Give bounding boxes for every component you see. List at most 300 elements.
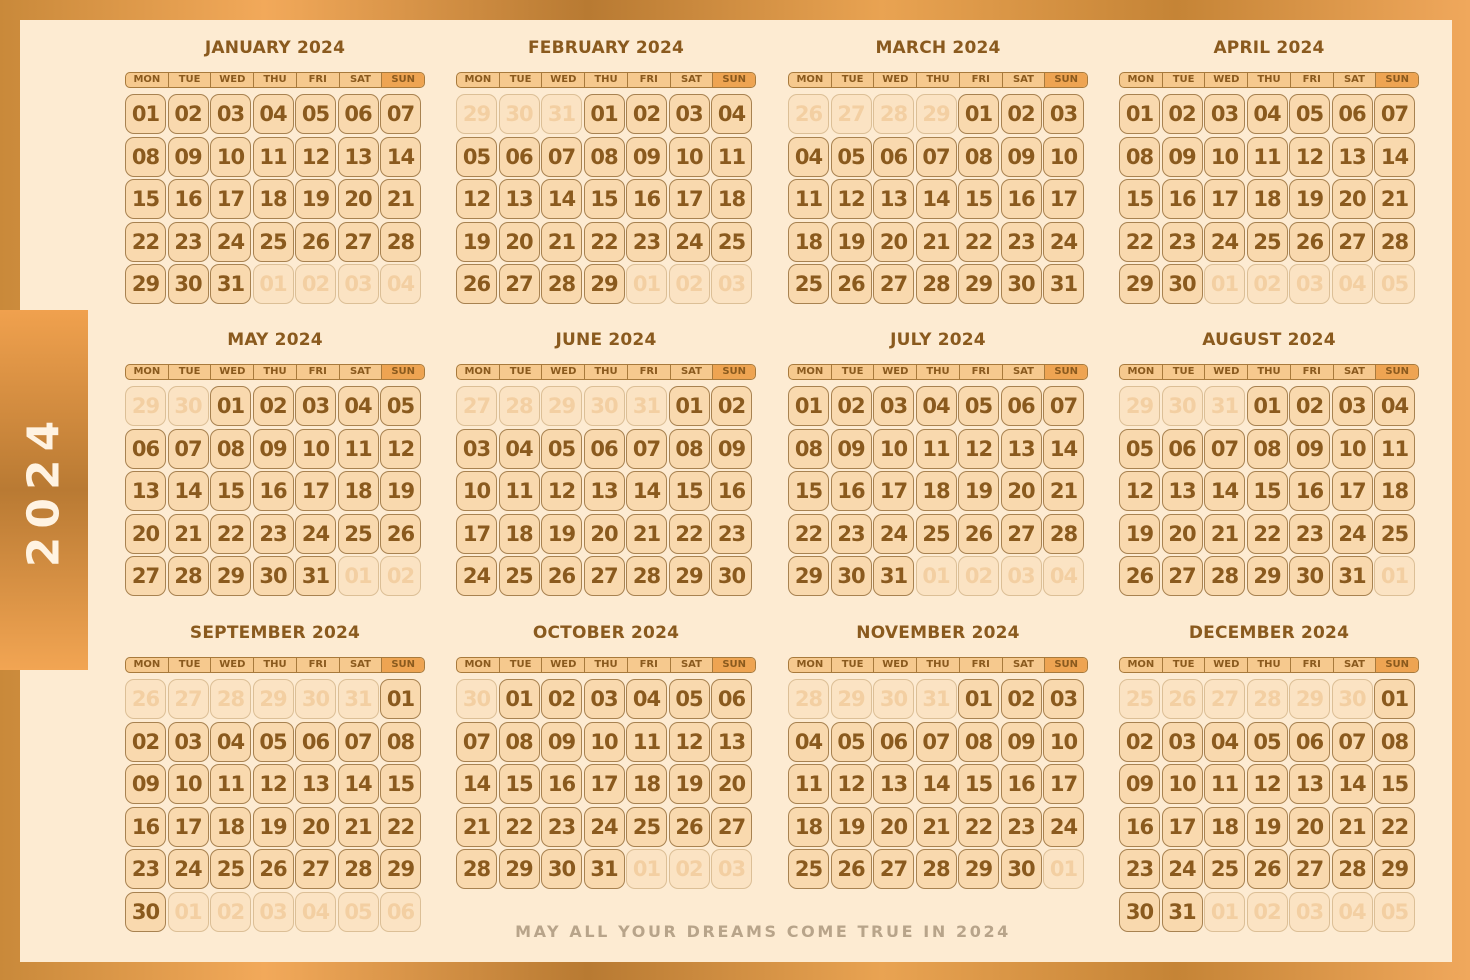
weekday-header — [1119, 364, 1419, 380]
weekday-label: SAT — [671, 658, 714, 672]
weekday-label: FRI — [628, 365, 671, 379]
day-cell: 23 — [1119, 849, 1160, 889]
day-cell: 22 — [210, 514, 251, 554]
day-cell: 29 — [499, 849, 540, 889]
day-grid — [456, 679, 752, 889]
day-cell: 21 — [1374, 179, 1415, 219]
day-cell: 21 — [1332, 807, 1373, 847]
day-cell: 24 — [873, 514, 914, 554]
day-cell: 21 — [456, 807, 497, 847]
day-cell: 14 — [338, 764, 379, 804]
day-cell: 24 — [168, 849, 209, 889]
outside-day-cell: 02 — [1247, 892, 1288, 932]
day-cell: 10 — [669, 137, 710, 177]
day-cell: 01 — [958, 94, 999, 134]
outside-day-cell: 26 — [125, 679, 166, 719]
day-cell: 04 — [788, 137, 829, 177]
day-cell: 25 — [338, 514, 379, 554]
day-cell: 13 — [338, 137, 379, 177]
outside-day-cell: 29 — [1119, 386, 1160, 426]
day-cell: 06 — [338, 94, 379, 134]
day-cell: 09 — [253, 429, 294, 469]
day-cell: 21 — [541, 222, 582, 262]
day-cell: 17 — [295, 471, 336, 511]
day-cell: 06 — [1289, 722, 1330, 762]
day-cell: 11 — [253, 137, 294, 177]
day-cell: 09 — [1162, 137, 1203, 177]
weekday-label: THU — [585, 73, 628, 87]
day-cell: 08 — [788, 429, 829, 469]
outside-day-cell: 27 — [456, 386, 497, 426]
day-cell: 14 — [168, 471, 209, 511]
outside-day-cell: 28 — [210, 679, 251, 719]
day-cell: 28 — [456, 849, 497, 889]
weekday-label: SAT — [1334, 658, 1377, 672]
day-cell: 10 — [1204, 137, 1245, 177]
day-cell: 14 — [1043, 429, 1084, 469]
day-cell: 22 — [1374, 807, 1415, 847]
day-cell: 04 — [711, 94, 752, 134]
day-cell: 31 — [1043, 264, 1084, 304]
day-cell: 25 — [210, 849, 251, 889]
outside-day-cell: 04 — [295, 892, 336, 932]
day-cell: 27 — [1332, 222, 1373, 262]
weekday-label: SUN — [1045, 658, 1087, 672]
day-cell: 25 — [499, 556, 540, 596]
day-cell: 04 — [253, 94, 294, 134]
outside-day-cell: 31 — [626, 386, 667, 426]
outside-day-cell: 01 — [626, 849, 667, 889]
weekday-header — [788, 657, 1088, 673]
day-cell: 17 — [1204, 179, 1245, 219]
day-cell: 25 — [626, 807, 667, 847]
weekday-label: SUN — [1376, 365, 1418, 379]
day-cell: 26 — [456, 264, 497, 304]
day-cell: 08 — [958, 722, 999, 762]
day-cell: 03 — [1332, 386, 1373, 426]
day-cell: 10 — [1332, 429, 1373, 469]
day-cell: 30 — [1001, 264, 1042, 304]
day-cell: 27 — [873, 849, 914, 889]
day-cell: 17 — [1332, 471, 1373, 511]
day-cell: 12 — [1247, 764, 1288, 804]
outside-day-cell: 01 — [1204, 892, 1245, 932]
day-cell: 12 — [456, 179, 497, 219]
day-cell: 15 — [958, 179, 999, 219]
weekday-label: TUE — [1163, 658, 1206, 672]
day-cell: 20 — [338, 179, 379, 219]
outside-day-cell: 03 — [1001, 556, 1042, 596]
day-cell: 29 — [210, 556, 251, 596]
day-cell: 14 — [456, 764, 497, 804]
outside-day-cell: 31 — [1204, 386, 1245, 426]
day-cell: 09 — [1289, 429, 1330, 469]
day-cell: 15 — [584, 179, 625, 219]
outside-day-cell: 28 — [1247, 679, 1288, 719]
weekday-label: FRI — [1291, 658, 1334, 672]
weekday-label: TUE — [1163, 73, 1206, 87]
weekday-header — [1119, 72, 1419, 88]
outside-day-cell: 01 — [626, 264, 667, 304]
day-cell: 15 — [210, 471, 251, 511]
weekday-label: SAT — [1334, 365, 1377, 379]
day-cell: 14 — [380, 137, 421, 177]
outside-day-cell: 27 — [831, 94, 872, 134]
outside-day-cell: 01 — [1043, 849, 1084, 889]
weekday-label: MON — [457, 365, 500, 379]
day-cell: 03 — [1162, 722, 1203, 762]
outside-day-cell: 27 — [1204, 679, 1245, 719]
day-cell: 08 — [1119, 137, 1160, 177]
outside-day-cell: 03 — [1289, 264, 1330, 304]
day-cell: 01 — [669, 386, 710, 426]
outside-day-cell: 04 — [1332, 892, 1373, 932]
day-cell: 27 — [338, 222, 379, 262]
day-cell: 12 — [1289, 137, 1330, 177]
outside-day-cell: 31 — [541, 94, 582, 134]
weekday-label: SAT — [340, 658, 383, 672]
weekday-label: MON — [789, 658, 832, 672]
day-cell: 15 — [1374, 764, 1415, 804]
day-cell: 09 — [1001, 137, 1042, 177]
weekday-label: SAT — [1003, 365, 1046, 379]
day-cell: 26 — [1289, 222, 1330, 262]
day-cell: 11 — [338, 429, 379, 469]
day-cell: 12 — [669, 722, 710, 762]
day-cell: 24 — [1204, 222, 1245, 262]
day-cell: 18 — [1374, 471, 1415, 511]
day-cell: 23 — [1289, 514, 1330, 554]
day-cell: 27 — [711, 807, 752, 847]
day-cell: 01 — [958, 679, 999, 719]
day-cell: 13 — [873, 179, 914, 219]
weekday-label: FRI — [297, 73, 340, 87]
day-cell: 02 — [831, 386, 872, 426]
day-cell: 05 — [831, 137, 872, 177]
weekday-label: MON — [126, 658, 169, 672]
day-cell: 02 — [626, 94, 667, 134]
day-cell: 04 — [1204, 722, 1245, 762]
day-cell: 24 — [1043, 222, 1084, 262]
weekday-label: TUE — [832, 658, 875, 672]
weekday-label: SUN — [382, 365, 424, 379]
day-cell: 01 — [1374, 679, 1415, 719]
day-cell: 30 — [125, 892, 166, 932]
outside-day-cell: 25 — [1119, 679, 1160, 719]
day-cell: 26 — [253, 849, 294, 889]
day-cell: 17 — [1162, 807, 1203, 847]
day-cell: 17 — [669, 179, 710, 219]
day-cell: 07 — [1204, 429, 1245, 469]
day-cell: 19 — [669, 764, 710, 804]
day-cell: 12 — [253, 764, 294, 804]
day-cell: 08 — [669, 429, 710, 469]
weekday-label: WED — [542, 365, 585, 379]
day-cell: 24 — [295, 514, 336, 554]
weekday-label: THU — [1248, 658, 1291, 672]
month-title: MAY 2024 — [227, 330, 323, 350]
day-cell: 11 — [1247, 137, 1288, 177]
day-cell: 16 — [711, 471, 752, 511]
day-grid — [125, 679, 421, 932]
day-cell: 01 — [1247, 386, 1288, 426]
weekday-label: THU — [917, 658, 960, 672]
day-cell: 31 — [210, 264, 251, 304]
day-cell: 27 — [584, 556, 625, 596]
day-cell: 08 — [499, 722, 540, 762]
day-cell: 18 — [788, 807, 829, 847]
outside-day-cell: 29 — [831, 679, 872, 719]
day-cell: 08 — [380, 722, 421, 762]
day-cell: 07 — [1332, 722, 1373, 762]
day-cell: 24 — [1162, 849, 1203, 889]
outside-day-cell: 05 — [338, 892, 379, 932]
day-cell: 03 — [1043, 679, 1084, 719]
day-cell: 23 — [1001, 807, 1042, 847]
day-cell: 12 — [831, 764, 872, 804]
day-cell: 22 — [380, 807, 421, 847]
day-grid — [456, 94, 752, 304]
day-cell: 26 — [380, 514, 421, 554]
day-cell: 26 — [1247, 849, 1288, 889]
day-cell: 20 — [873, 222, 914, 262]
day-cell: 05 — [1289, 94, 1330, 134]
day-cell: 26 — [831, 264, 872, 304]
day-cell: 30 — [831, 556, 872, 596]
weekday-label: TUE — [500, 365, 543, 379]
day-cell: 15 — [1247, 471, 1288, 511]
weekday-label: WED — [874, 73, 917, 87]
day-cell: 04 — [788, 722, 829, 762]
day-cell: 06 — [873, 137, 914, 177]
day-cell: 16 — [168, 179, 209, 219]
month-title: AUGUST 2024 — [1202, 330, 1336, 350]
weekday-header — [456, 364, 756, 380]
day-cell: 24 — [1043, 807, 1084, 847]
day-cell: 23 — [1001, 222, 1042, 262]
day-cell: 04 — [1374, 386, 1415, 426]
day-cell: 28 — [338, 849, 379, 889]
day-cell: 25 — [1374, 514, 1415, 554]
day-cell: 09 — [168, 137, 209, 177]
day-cell: 19 — [456, 222, 497, 262]
weekday-label: THU — [254, 73, 297, 87]
day-cell: 08 — [1247, 429, 1288, 469]
weekday-label: SUN — [382, 658, 424, 672]
day-cell: 15 — [669, 471, 710, 511]
day-cell: 01 — [788, 386, 829, 426]
weekday-label: TUE — [832, 73, 875, 87]
day-cell: 08 — [958, 137, 999, 177]
day-cell: 29 — [380, 849, 421, 889]
day-cell: 06 — [711, 679, 752, 719]
day-cell: 21 — [1043, 471, 1084, 511]
weekday-label: SUN — [382, 73, 424, 87]
outside-day-cell: 28 — [499, 386, 540, 426]
weekday-label: SAT — [1003, 73, 1046, 87]
day-cell: 12 — [295, 137, 336, 177]
day-cell: 17 — [168, 807, 209, 847]
day-cell: 03 — [295, 386, 336, 426]
day-cell: 21 — [338, 807, 379, 847]
weekday-label: MON — [126, 73, 169, 87]
day-cell: 11 — [788, 179, 829, 219]
day-cell: 31 — [1332, 556, 1373, 596]
day-cell: 24 — [210, 222, 251, 262]
day-cell: 20 — [125, 514, 166, 554]
weekday-label: SUN — [1376, 658, 1418, 672]
day-cell: 26 — [831, 849, 872, 889]
month-title: NOVEMBER 2024 — [856, 623, 1020, 643]
day-cell: 01 — [499, 679, 540, 719]
outside-day-cell: 02 — [669, 264, 710, 304]
day-cell: 10 — [1043, 722, 1084, 762]
day-cell: 23 — [125, 849, 166, 889]
day-cell: 04 — [626, 679, 667, 719]
day-cell: 09 — [626, 137, 667, 177]
weekday-label: FRI — [297, 658, 340, 672]
weekday-label: SUN — [713, 658, 755, 672]
day-cell: 22 — [1247, 514, 1288, 554]
day-cell: 29 — [125, 264, 166, 304]
day-cell: 22 — [958, 222, 999, 262]
day-cell: 08 — [210, 429, 251, 469]
month-title: DECEMBER 2024 — [1188, 623, 1350, 643]
weekday-label: SAT — [340, 365, 383, 379]
day-cell: 19 — [295, 179, 336, 219]
outside-day-cell: 04 — [380, 264, 421, 304]
outside-day-cell: 30 — [873, 679, 914, 719]
outside-day-cell: 30 — [1162, 386, 1203, 426]
day-cell: 04 — [916, 386, 957, 426]
day-cell: 18 — [916, 471, 957, 511]
day-cell: 16 — [831, 471, 872, 511]
day-cell: 07 — [456, 722, 497, 762]
day-cell: 19 — [380, 471, 421, 511]
day-cell: 15 — [788, 471, 829, 511]
day-cell: 28 — [916, 264, 957, 304]
weekday-label: TUE — [1163, 365, 1206, 379]
day-cell: 05 — [295, 94, 336, 134]
day-cell: 21 — [380, 179, 421, 219]
weekday-label: MON — [789, 73, 832, 87]
day-cell: 11 — [788, 764, 829, 804]
outside-day-cell: 02 — [1247, 264, 1288, 304]
day-cell: 06 — [1332, 94, 1373, 134]
weekday-label: THU — [1248, 73, 1291, 87]
outside-day-cell: 03 — [711, 264, 752, 304]
day-cell: 18 — [1204, 807, 1245, 847]
outside-day-cell: 30 — [168, 386, 209, 426]
day-cell: 20 — [499, 222, 540, 262]
month-title: SEPTEMBER 2024 — [189, 623, 361, 643]
day-cell: 17 — [873, 471, 914, 511]
weekday-header — [456, 657, 756, 673]
weekday-label: TUE — [500, 658, 543, 672]
weekday-label: WED — [1205, 73, 1248, 87]
weekday-label: THU — [917, 365, 960, 379]
weekday-label: TUE — [169, 365, 212, 379]
day-cell: 10 — [1043, 137, 1084, 177]
month-title: JANUARY 2024 — [204, 38, 346, 58]
day-cell: 16 — [1289, 471, 1330, 511]
day-cell: 28 — [1332, 849, 1373, 889]
day-cell: 10 — [168, 764, 209, 804]
day-cell: 26 — [1119, 556, 1160, 596]
day-cell: 07 — [541, 137, 582, 177]
weekday-label: FRI — [960, 365, 1003, 379]
outside-day-cell: 30 — [1332, 679, 1373, 719]
day-cell: 29 — [584, 264, 625, 304]
day-cell: 09 — [1119, 764, 1160, 804]
day-cell: 19 — [958, 471, 999, 511]
day-cell: 25 — [788, 849, 829, 889]
day-cell: 20 — [1289, 807, 1330, 847]
day-cell: 05 — [669, 679, 710, 719]
day-cell: 13 — [295, 764, 336, 804]
day-cell: 22 — [1119, 222, 1160, 262]
day-cell: 03 — [1204, 94, 1245, 134]
day-cell: 21 — [916, 222, 957, 262]
outside-day-cell: 29 — [1289, 679, 1330, 719]
day-cell: 13 — [1332, 137, 1373, 177]
outside-day-cell: 29 — [125, 386, 166, 426]
outside-day-cell: 02 — [380, 556, 421, 596]
outside-day-cell: 30 — [499, 94, 540, 134]
day-cell: 16 — [1001, 179, 1042, 219]
day-cell: 01 — [380, 679, 421, 719]
day-cell: 18 — [499, 514, 540, 554]
day-cell: 27 — [873, 264, 914, 304]
day-cell: 04 — [1247, 94, 1288, 134]
day-cell: 26 — [669, 807, 710, 847]
day-cell: 28 — [380, 222, 421, 262]
outside-day-cell: 28 — [788, 679, 829, 719]
weekday-label: FRI — [628, 73, 671, 87]
weekday-label: FRI — [628, 658, 671, 672]
weekday-label: THU — [1248, 365, 1291, 379]
day-cell: 12 — [1119, 471, 1160, 511]
footer-slogan: MAY ALL YOUR DREAMS COME TRUE IN 2024 — [515, 922, 1011, 941]
day-cell: 22 — [499, 807, 540, 847]
day-cell: 10 — [1162, 764, 1203, 804]
day-cell: 15 — [1119, 179, 1160, 219]
day-cell: 02 — [253, 386, 294, 426]
outside-day-cell: 28 — [873, 94, 914, 134]
day-cell: 28 — [541, 264, 582, 304]
day-cell: 28 — [626, 556, 667, 596]
weekday-header — [1119, 657, 1419, 673]
day-cell: 30 — [168, 264, 209, 304]
day-cell: 16 — [1001, 764, 1042, 804]
weekday-label: MON — [457, 73, 500, 87]
day-cell: 20 — [1332, 179, 1373, 219]
weekday-label: WED — [542, 73, 585, 87]
day-cell: 19 — [1119, 514, 1160, 554]
day-cell: 21 — [168, 514, 209, 554]
day-cell: 14 — [1204, 471, 1245, 511]
day-cell: 30 — [253, 556, 294, 596]
day-cell: 17 — [210, 179, 251, 219]
weekday-label: WED — [1205, 658, 1248, 672]
month-title: FEBRUARY 2024 — [527, 38, 684, 58]
day-cell: 13 — [873, 764, 914, 804]
day-cell: 06 — [584, 429, 625, 469]
day-cell: 30 — [711, 556, 752, 596]
outside-day-cell: 30 — [584, 386, 625, 426]
weekday-header — [125, 364, 425, 380]
weekday-label: MON — [789, 365, 832, 379]
